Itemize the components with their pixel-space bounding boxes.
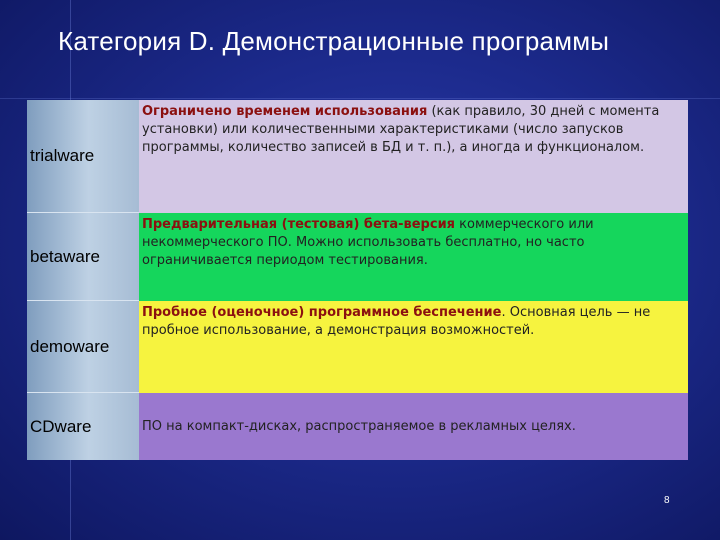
description-highlight: Предварительная (тестовая) бета-версия (142, 217, 456, 232)
description-text: . Основная цель — не пробное использование, а демонстрация возможностей. (142, 305, 651, 338)
description-highlight: Ограничено временем использования (142, 104, 428, 119)
description-cell (139, 100, 688, 213)
description-cell (139, 393, 688, 460)
description-text: коммерческого или некоммерческого ПО. Можно использовать бесплатно, но часто ограничивается периодом тестирования. (142, 217, 594, 268)
table-row-demoware (27, 301, 688, 393)
slide-title: Категория D. Демонстрационные программы (58, 26, 610, 56)
term-cell: CDware (27, 393, 139, 460)
description-highlight: Пробное (оценочное) программное беспечение (142, 305, 502, 320)
page-number: 8 (664, 495, 670, 506)
table-row-betaware (27, 213, 688, 301)
decorative-horizontal-line (0, 98, 720, 99)
definitions-table (27, 100, 688, 460)
table-row-cdware (27, 393, 688, 460)
term-cell: demoware (27, 301, 139, 393)
description-cell (139, 301, 688, 393)
description-cell (139, 213, 688, 301)
term-cell: betaware (27, 213, 139, 301)
table-row-trialware (27, 100, 688, 213)
description-text: ПО на компакт-дисках, распространяемое в рекламных целях. (142, 418, 576, 434)
term-cell: trialware (27, 100, 139, 213)
description-text: (как правило, 30 дней с момента установки) или количественными характеристиками (число запусков программы, количество записей в БД и т. п.), а иногда и функционалом. (142, 104, 660, 155)
